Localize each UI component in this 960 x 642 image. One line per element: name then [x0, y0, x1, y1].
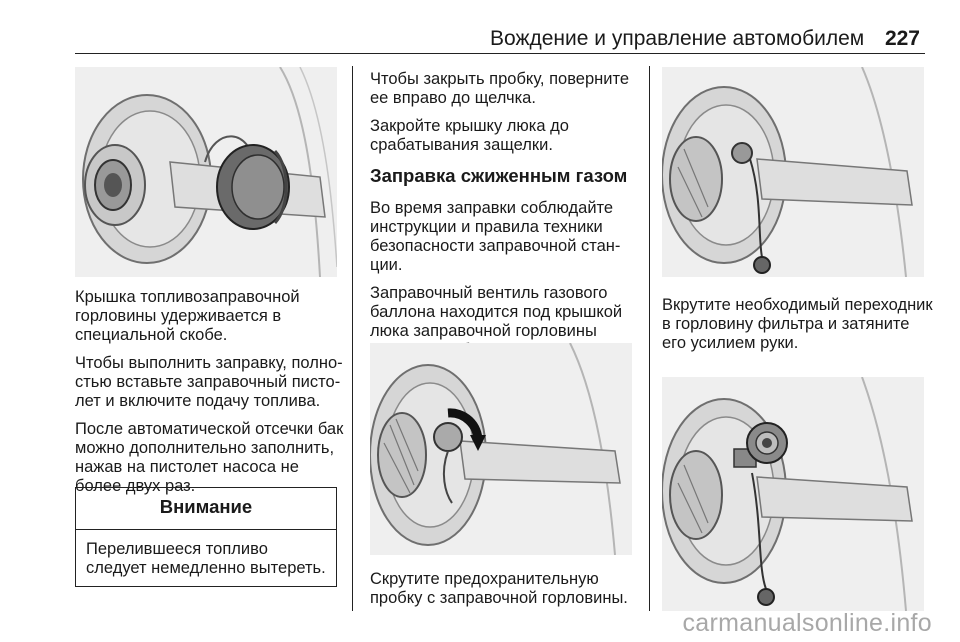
section-heading: Заправка сжиженным газом: [370, 165, 628, 186]
notice-body: Перелившееся топливо следует немедленно вытереть.: [86, 540, 326, 577]
column3-text: [662, 296, 934, 362]
paragraph: Чтобы выполнить заправку, полностью вставьте заправочный пистолет и включите подачу топлива.: [75, 354, 343, 410]
page-number: 227: [884, 27, 920, 50]
column-divider: [649, 66, 650, 611]
paragraph: Закройте крышку люка до срабатывания защелки.: [370, 117, 569, 154]
figure-caption: Скрутите предохранительную пробку с заправочной горловины.: [370, 570, 628, 607]
lpg-valve-open-icon: [662, 67, 924, 277]
lpg-cap-removal-figure: [370, 343, 632, 555]
notice-title: Внимание: [76, 488, 336, 530]
header-title: Вождение и управление автомобилем: [490, 27, 865, 50]
watermark: carmanualsonline.info: [682, 609, 932, 637]
paragraph: Во время заправки соблюдайте инструкции и правила техники безопасности заправочной станции.: [370, 199, 621, 274]
notice-box: [75, 487, 337, 587]
lpg-valve-open-figure: [662, 67, 924, 277]
column1-text: [75, 288, 345, 505]
header-rule: [75, 53, 925, 54]
fuel-filler-cap-figure: [75, 67, 337, 277]
paragraph: Чтобы закрыть пробку, поверните ее вправо до щелчка.: [370, 70, 630, 107]
lpg-adapter-figure: [662, 377, 924, 611]
lpg-adapter-installed-icon: [662, 377, 924, 611]
paragraph: Вкрутите необходимый переходник в горловину фильтра и затяните его усилием руки.: [662, 296, 933, 352]
paragraph: Крышка топливозаправочной горловины удерживается в специальной скобе.: [75, 288, 300, 344]
column2-text: [370, 70, 640, 369]
paragraph: Заправочный вентиль газового баллона находится под крышкой люка заправочной горловины: [370, 284, 623, 340]
paragraph: После автоматической отсечки бак можно дополнительно заполнить, нажав на пистолет насоса не более двух раз.: [75, 420, 344, 495]
column-divider: [352, 66, 353, 611]
fuel-filler-cap-icon: [75, 67, 337, 277]
lpg-valve-cap-rotate-icon: [370, 343, 632, 555]
